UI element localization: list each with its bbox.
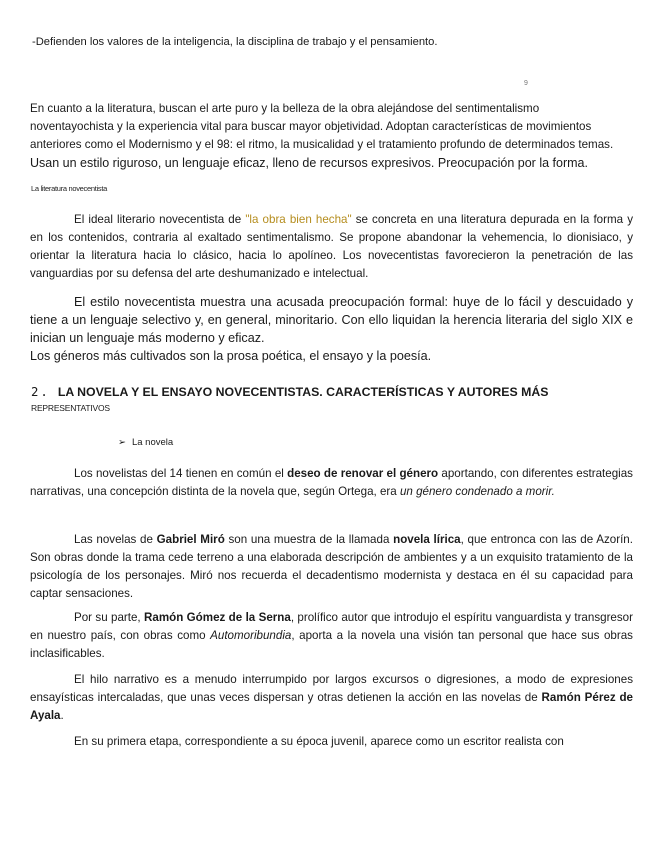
para4-text-a: Las novelas de (74, 533, 157, 546)
subheading-novela (118, 437, 173, 448)
para5-italic: Automoribundia (210, 629, 292, 642)
subheading-label: La novela (131, 437, 174, 448)
paragraph-novelistas (30, 465, 633, 501)
section-heading (31, 384, 631, 416)
paragraph-ideal (30, 211, 633, 283)
paragraph-gomez (30, 609, 633, 663)
para5-text-c: , aporta a la novela una visión tan personal que hace sus obras inclasificables. (30, 629, 633, 660)
para3-text-b: aportando, con diferentes estrategias narrativas, una concepción distinta de la novela que, según Ortega, era (30, 467, 633, 498)
para6-text-b: . (60, 709, 64, 722)
para2-last-line: Los géneros más cultivados son la prosa poética, el ensayo y la poesía. (30, 349, 432, 363)
para1-quote: "la obra bien hecha" (245, 213, 352, 226)
paragraph-etapa: En su primera etapa, correspondiente a su época juvenil, aparece como un escritor realista con (74, 735, 564, 748)
para1-text-b: se concreta en una literatura depurada en la forma y en los contenidos, contraria al exaltado sentimentalismo. Se propone abandonar la vehemencia, lo dionisiaco, y orientar la literatura hacia lo clásico, hacia lo apolíneo. Los novecentistas favorecieron la penetración de las vanguardias por su defensa del arte deshumanizado e intelectual. (30, 213, 633, 280)
para5-text-a: Por su parte, (74, 611, 145, 624)
para3-bold: deseo de renovar el género (287, 467, 439, 480)
intro-paragraph (30, 100, 633, 172)
para6-bold: Ramón Pérez de Ayala (30, 691, 633, 722)
para1-text-a: El ideal literario novecentista de (74, 213, 246, 226)
section-number: 2. (31, 385, 50, 399)
paragraph-estilo (30, 293, 633, 365)
section-subtitle: REPRESENTATIVOS (31, 403, 110, 413)
para5-text-b: , prolífico autor que introdujo el espíritu vanguardista y transgresor en nuestro país, con obras como (30, 611, 633, 642)
para4-bold-miro: Gabriel Miró (156, 533, 225, 546)
section-title: LA NOVELA Y EL ENSAYO NOVECENTISTAS. CARACTERÍSTICAS Y AUTORES MÁS (57, 385, 549, 399)
intro-line-3: anteriores como el Modernismo y el 98: el ritmo, la musicalidad y el tratamiento profundo de determinados temas. (30, 138, 614, 151)
bullet-line: -Defienden los valores de la inteligencia, la disciplina de trabajo y el pensamiento. (32, 36, 438, 48)
para4-bold-lirica: novela lírica (393, 533, 461, 546)
para5-bold: Ramón Gómez de la Serna (144, 611, 291, 624)
para4-text-b: son una muestra de la llamada (224, 533, 394, 546)
paragraph-hilo (30, 671, 633, 725)
para3-italic: un género condenado a morir. (399, 485, 555, 498)
para4-text-c: , que entronca con las de Azorín. Son obras donde la trama cede terreno a una elaborada descripción de ambientes y a un exquisito tratamiento de la psicología de los personajes. Miró nos recuerda el decadentismo modernista y destaca en él su capacidad para captar sensaciones. (30, 533, 633, 600)
intro-line-4: Usan un estilo riguroso, un lenguaje eficaz, lleno de recursos expresivos. Preocupación por la forma. (30, 156, 588, 170)
intro-line-2: noventayochista y la experiencia vital para buscar mayor objetividad. Adoptan características de movimientos (30, 120, 592, 133)
small-heading: La literatura novecentista (31, 184, 108, 193)
intro-line-1: En cuanto a la literatura, buscan el arte puro y la belleza de la obra alejándose del sentimentalismo (30, 102, 540, 115)
para2-text: El estilo novecentista muestra una acusada preocupación formal: huye de lo fácil y descuidado y tiene a un lenguaje selectivo y, en general, minoritario. Con ello liquidan la herencia literaria del siglo XIX e inician un lenguaje más moderno y eficaz. (30, 295, 633, 345)
arrow-bullet-icon: ➢ (118, 437, 126, 448)
para3-text-a: Los novelistas del 14 tienen en común el (74, 467, 288, 480)
paragraph-miro (30, 531, 633, 603)
page-number: 9 (524, 80, 528, 87)
para6-text-a: El hilo narrativo es a menudo interrumpido por largos excursos o digresiones, a modo de expresiones ensayísticas intercaladas, que unas veces dispersan y otras detienen la acción en las novelas de (30, 673, 633, 704)
